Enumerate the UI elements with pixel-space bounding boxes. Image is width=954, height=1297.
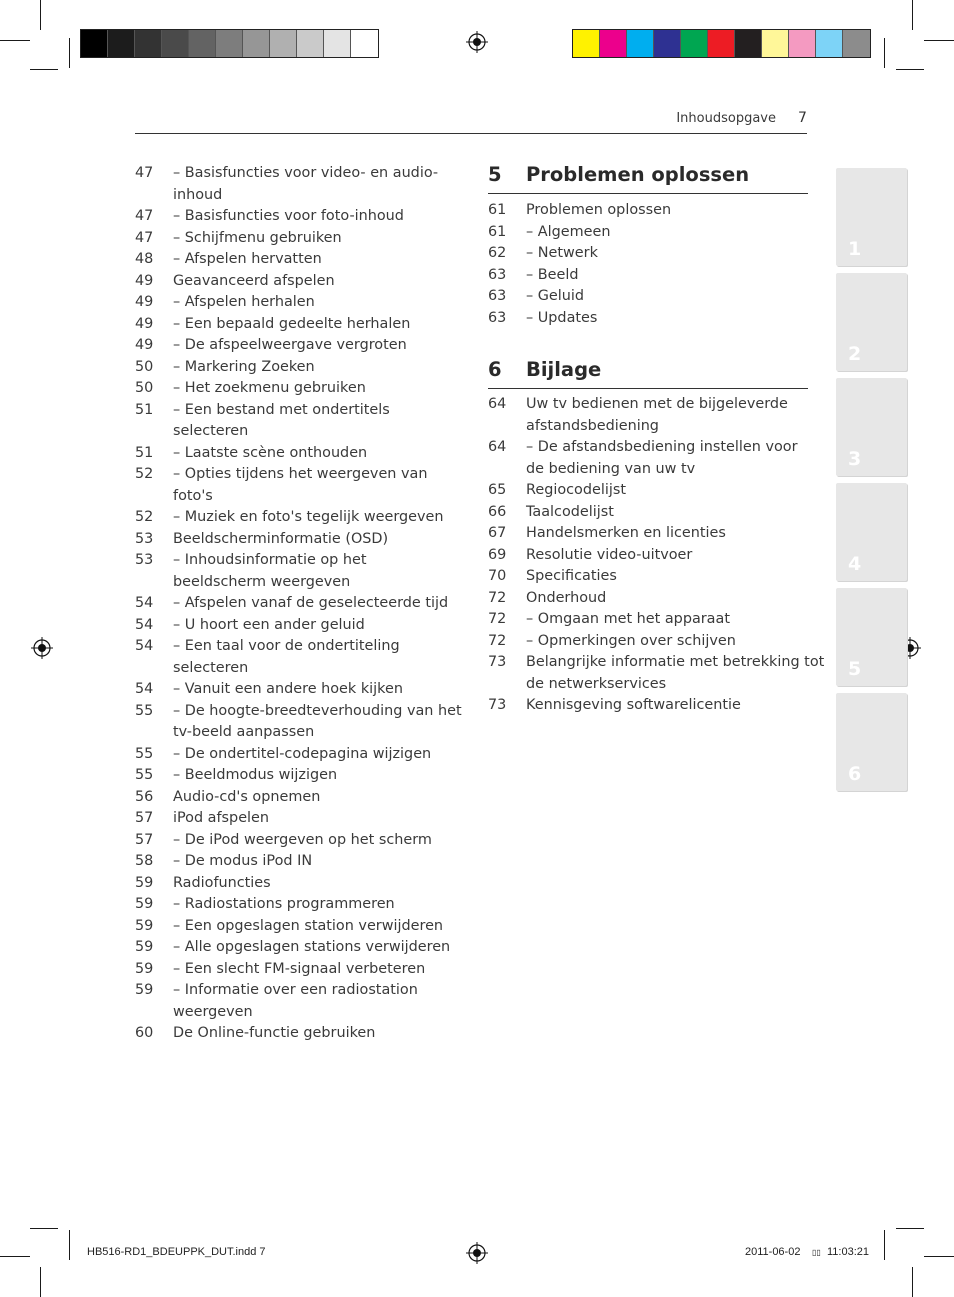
chapter-tab-number: 1 [848, 238, 862, 260]
toc-entry-text: – Afspelen vanaf de geselecteerde tijd [173, 595, 449, 611]
toc-entry [135, 163, 465, 206]
toc-entry [135, 787, 465, 809]
toc-page-number: 72 [488, 632, 507, 649]
toc-entry-text: – De afstandsbediening instellen voor [526, 439, 798, 455]
footer-time: 11:03:21 [827, 1246, 870, 1258]
toc-page-number: 59 [135, 917, 154, 934]
toc-page-number: 50 [135, 358, 154, 375]
toc-entry-text: – Muziek en foto's tegelijk weergeven [173, 509, 444, 525]
toc-page-number: 60 [135, 1025, 154, 1041]
toc-page-number: 62 [488, 245, 507, 261]
section-number: 6 [488, 358, 502, 381]
crop-mark [69, 1230, 70, 1260]
toc-entry-text: – De hoogte-breedteverhouding van het [173, 702, 462, 719]
crop-mark [30, 1228, 58, 1229]
toc-entry-text: – Opmerkingen over schijven [526, 632, 736, 649]
section-title: Problemen oplossen [526, 163, 750, 186]
calibration-swatch [654, 30, 681, 57]
toc-entry-text: Geavanceerd afspelen [173, 272, 335, 289]
toc-entry-text: – De modus iPod IN [173, 853, 313, 869]
toc-page-number: 70 [488, 568, 507, 584]
toc-page-number: 55 [135, 702, 154, 719]
toc-entry [135, 808, 465, 830]
toc-entry-text: – Basisfuncties voor foto-inhoud [173, 208, 404, 224]
toc-page-number: 51 [135, 401, 154, 418]
toc-page-number: 59 [135, 939, 154, 955]
toc-entry-text: Handelsmerken en licenties [526, 525, 726, 541]
toc-page-number: 57 [135, 810, 154, 826]
running-header-title: Inhoudsopgave [676, 111, 776, 126]
toc-entry-text: – Informatie over een radiostation [173, 982, 418, 998]
toc-entry [488, 243, 808, 265]
toc-entry-text: de bediening van uw tv [526, 460, 696, 477]
chapter-tab-3[interactable] [836, 378, 907, 476]
crop-mark [924, 1256, 954, 1257]
registration-mark-icon [31, 637, 53, 659]
toc-entry [488, 200, 808, 222]
toc-page-number: 61 [488, 223, 507, 240]
toc-entry-text: weergeven [173, 1003, 253, 1020]
toc-page-number: 56 [135, 788, 154, 805]
section-5-heading [488, 163, 808, 194]
toc-entry [135, 1023, 465, 1045]
chapter-tab-number: 2 [848, 343, 862, 365]
crop-mark [884, 38, 885, 68]
toc-entry-text: – Een bestand met ondertitels [173, 401, 390, 418]
toc-page-number: 53 [135, 552, 154, 568]
toc-entry [488, 286, 808, 308]
toc-entry [135, 529, 465, 551]
toc-page-number: 59 [135, 960, 154, 977]
chapter-tab-number: 3 [848, 448, 862, 470]
toc-entry [488, 545, 808, 567]
section-title: Bijlage [526, 358, 602, 381]
calibration-swatch [789, 30, 816, 57]
chapter-tab-4[interactable] [836, 483, 907, 581]
toc-entry-text: Beeldscherminformatie (OSD) [173, 530, 389, 547]
toc-entry [135, 228, 465, 250]
toc-entry-text: – Beeldmodus wijzigen [173, 767, 338, 783]
toc-entry [135, 701, 465, 744]
toc-entry-text: Radiofuncties [173, 874, 271, 891]
calibration-swatch [681, 30, 708, 57]
toc-page-number: 49 [135, 315, 154, 332]
toc-entry [135, 593, 465, 615]
crop-mark [30, 69, 58, 70]
header-rule [135, 133, 807, 134]
crop-mark [69, 38, 70, 68]
toc-entry [488, 652, 825, 695]
toc-entry-text: Specificaties [526, 568, 617, 584]
toc-entry [135, 615, 465, 637]
toc-page-number: 73 [488, 697, 507, 713]
toc-entry-text: beeldscherm weergeven [173, 573, 351, 590]
toc-entry [135, 507, 465, 529]
toc-page-number: 55 [135, 767, 154, 783]
toc-entry [488, 394, 808, 437]
crop-mark [896, 1228, 924, 1229]
toc-entry [135, 830, 465, 852]
toc-page-number: 59 [135, 874, 154, 891]
crop-mark [896, 69, 924, 70]
toc-entry [488, 609, 808, 631]
toc-page-number: 63 [488, 266, 507, 283]
toc-page-number: 47 [135, 229, 154, 246]
toc-entry-text: – Een bepaald gedeelte herhalen [173, 315, 411, 332]
toc-entry-text: – De ondertitel-codepagina wijzigen [173, 745, 432, 762]
toc-entry [135, 679, 465, 701]
toc-entry [135, 636, 465, 679]
toc-page-number: 47 [135, 165, 154, 181]
crop-mark [884, 1230, 885, 1260]
toc-entry-text: iPod afspelen [173, 810, 270, 826]
section-6-heading [488, 358, 808, 389]
toc-page-number: 53 [135, 530, 154, 547]
calibration-swatch [108, 30, 135, 57]
toc-entry-text: Resolutie video-uitvoer [526, 546, 693, 563]
toc-entry-text: – De iPod weergeven op het scherm [173, 831, 432, 848]
footer-time-marker: ▯▯ [812, 1248, 821, 1257]
toc-entry-text: – Algemeen [526, 223, 611, 240]
toc-page-number: 59 [135, 982, 154, 998]
toc-entry [135, 443, 465, 465]
toc-entry [135, 980, 465, 1023]
registration-mark-icon [466, 31, 488, 53]
toc-entry-text: inhoud [173, 186, 223, 203]
crop-mark [924, 40, 954, 41]
toc-entry-text: Taalcodelijst [526, 503, 614, 520]
chapter-tab-1[interactable] [836, 168, 907, 266]
toc-entry-text: – Afspelen hervatten [173, 251, 322, 267]
toc-page-number: 63 [488, 288, 507, 304]
toc-page-number: 64 [488, 396, 507, 412]
toc-entry [135, 357, 465, 379]
toc-entry-text: – Basisfuncties voor video- en audio- [173, 165, 439, 181]
toc-entry [135, 335, 465, 357]
toc-entry [135, 464, 465, 507]
toc-entry-text: – Afspelen herhalen [173, 294, 315, 310]
toc-entry-text: foto's [173, 487, 213, 504]
calibration-swatch [627, 30, 654, 57]
toc-entry-text: – Een taal voor de ondertiteling [173, 638, 400, 654]
toc-entry-text: – Netwerk [526, 245, 598, 261]
crop-mark [0, 40, 30, 41]
toc-entry-text: de netwerkservices [526, 675, 667, 692]
calibration-swatch [162, 30, 189, 57]
toc-entry [135, 271, 465, 293]
toc-entry-text: – De afspeelweergave vergroten [173, 337, 407, 353]
calibration-swatch [324, 30, 351, 57]
toc-entry [488, 437, 808, 480]
toc-entry-text: De Online-functie gebruiken [173, 1025, 376, 1041]
toc-entry [135, 292, 465, 314]
toc-entry-text: – Updates [526, 309, 598, 326]
toc-page-number: 57 [135, 831, 154, 848]
toc-entry [488, 523, 808, 545]
toc-entry [135, 916, 465, 938]
calibration-swatch [762, 30, 789, 57]
toc-page-number: 61 [488, 202, 507, 218]
chapter-tab-5[interactable] [836, 588, 907, 686]
toc-entry [488, 631, 808, 653]
toc-entry [135, 744, 465, 766]
toc-page-number: 54 [135, 681, 154, 697]
toc-entry [135, 959, 465, 981]
toc-entry [135, 400, 465, 443]
crop-mark [912, 1267, 913, 1297]
toc-entry [135, 314, 465, 336]
chapter-tab-number: 6 [848, 763, 862, 785]
toc-entry-text: selecteren [173, 423, 249, 439]
toc-entry-text: – Radiostations programmeren [173, 896, 395, 912]
color-calibration-bar [572, 29, 871, 58]
chapter-tab-6[interactable] [836, 693, 907, 791]
calibration-swatch [816, 30, 843, 57]
toc-page-number: 52 [135, 509, 154, 525]
toc-page-number: 72 [488, 611, 507, 627]
calibration-swatch [216, 30, 243, 57]
toc-entry [135, 894, 465, 916]
toc-entry-text: – Opties tijdens het weergeven van [173, 466, 428, 482]
footer-filename: HB516-RD1_BDEUPPK_DUT.indd 7 [87, 1246, 266, 1258]
toc-entry-text: Kennisgeving softwarelicentie [526, 697, 741, 713]
toc-entry-text: – Een slecht FM-signaal verbeteren [173, 960, 426, 977]
toc-page-number: 49 [135, 294, 154, 310]
toc-entry [135, 249, 465, 271]
chapter-tab-number: 4 [848, 553, 862, 575]
toc-entry [135, 378, 465, 400]
toc-entry-text: – Schijfmenu gebruiken [173, 229, 342, 246]
toc-page-number: 50 [135, 380, 154, 396]
toc-page-number: 49 [135, 337, 154, 353]
toc-page-number: 73 [488, 654, 507, 670]
toc-entry-text: – Vanuit een andere hoek kijken [173, 681, 403, 697]
toc-page-number: 52 [135, 466, 154, 482]
toc-entry-text: Belangrijke informatie met betrekking tot [526, 654, 825, 670]
toc-entry [135, 873, 465, 895]
toc-page-number: 55 [135, 745, 154, 762]
toc-entry-text: – Een opgeslagen station verwijderen [173, 917, 444, 934]
calibration-swatch [708, 30, 735, 57]
toc-entry [135, 550, 465, 593]
toc-entry-text: Problemen oplossen [526, 202, 672, 218]
toc-entry [488, 265, 808, 287]
chapter-tab-number: 5 [848, 658, 862, 680]
toc-page-number: 65 [488, 482, 507, 498]
toc-entry [135, 851, 465, 873]
toc-entry [488, 480, 808, 502]
page-number: 7 [798, 110, 807, 126]
toc-entry-text: – Beeld [526, 266, 579, 283]
toc-entry [488, 695, 808, 717]
toc-entry [135, 765, 465, 787]
toc-page-number: 59 [135, 896, 154, 912]
calibration-swatch [573, 30, 600, 57]
toc-page-number: 64 [488, 439, 507, 455]
calibration-swatch [600, 30, 627, 57]
calibration-swatch [81, 30, 108, 57]
toc-page-number: 49 [135, 272, 154, 289]
toc-page-number: 69 [488, 546, 507, 563]
calibration-swatch [243, 30, 270, 57]
registration-mark-icon [466, 1242, 488, 1264]
calibration-swatch [351, 30, 378, 57]
toc-page-number: 72 [488, 589, 507, 606]
toc-page-number: 54 [135, 616, 154, 633]
toc-entry-text: – U hoort een ander geluid [173, 616, 365, 633]
toc-entry-text: afstandsbediening [526, 417, 659, 434]
crop-mark [912, 0, 913, 30]
calibration-swatch [297, 30, 324, 57]
toc-entry [488, 222, 808, 244]
toc-page-number: 66 [488, 503, 507, 520]
toc-page-number: 54 [135, 638, 154, 654]
crop-mark [0, 1256, 30, 1257]
toc-page-number: 48 [135, 251, 154, 267]
toc-page-number: 54 [135, 595, 154, 611]
toc-page-number: 67 [488, 525, 507, 541]
toc-entry-text: Regiocodelijst [526, 482, 626, 498]
chapter-tab-2[interactable] [836, 273, 907, 371]
toc-entry-text: – Markering Zoeken [173, 358, 315, 375]
toc-entry-text: Audio-cd's opnemen [173, 788, 321, 805]
toc-entry-text: Onderhoud [526, 589, 607, 606]
crop-mark [40, 0, 41, 30]
calibration-swatch [270, 30, 297, 57]
calibration-swatch [843, 30, 870, 57]
toc-entry [135, 937, 465, 959]
toc-entry-text: – Omgaan met het apparaat [526, 611, 730, 627]
toc-entry-text: selecteren [173, 659, 249, 676]
calibration-swatch [189, 30, 216, 57]
toc-page-number: 47 [135, 208, 154, 224]
toc-page-number: 63 [488, 309, 507, 326]
grayscale-calibration-bar [80, 29, 379, 58]
toc-entry-text: – Inhoudsinformatie op het [173, 552, 367, 568]
toc-entry [488, 566, 808, 588]
toc-entry [488, 588, 808, 610]
crop-mark [40, 1267, 41, 1297]
toc-page-number: 51 [135, 444, 154, 461]
calibration-swatch [135, 30, 162, 57]
toc-entry-text: – Laatste scène onthouden [173, 444, 368, 461]
footer-date: 2011-06-02 [745, 1246, 801, 1258]
toc-entry [135, 206, 465, 228]
toc-entry [488, 308, 808, 330]
toc-entry-text: tv-beeld aanpassen [173, 724, 315, 740]
section-number: 5 [488, 163, 502, 186]
toc-entry-text: – Geluid [526, 288, 585, 304]
toc-page-number: 58 [135, 853, 154, 869]
toc-entry-text: – Alle opgeslagen stations verwijderen [173, 939, 451, 955]
calibration-swatch [735, 30, 762, 57]
toc-entry-text: – Het zoekmenu gebruiken [173, 380, 366, 396]
toc-entry-text: Uw tv bedienen met de bijgeleverde [526, 396, 788, 412]
toc-entry [488, 502, 808, 524]
